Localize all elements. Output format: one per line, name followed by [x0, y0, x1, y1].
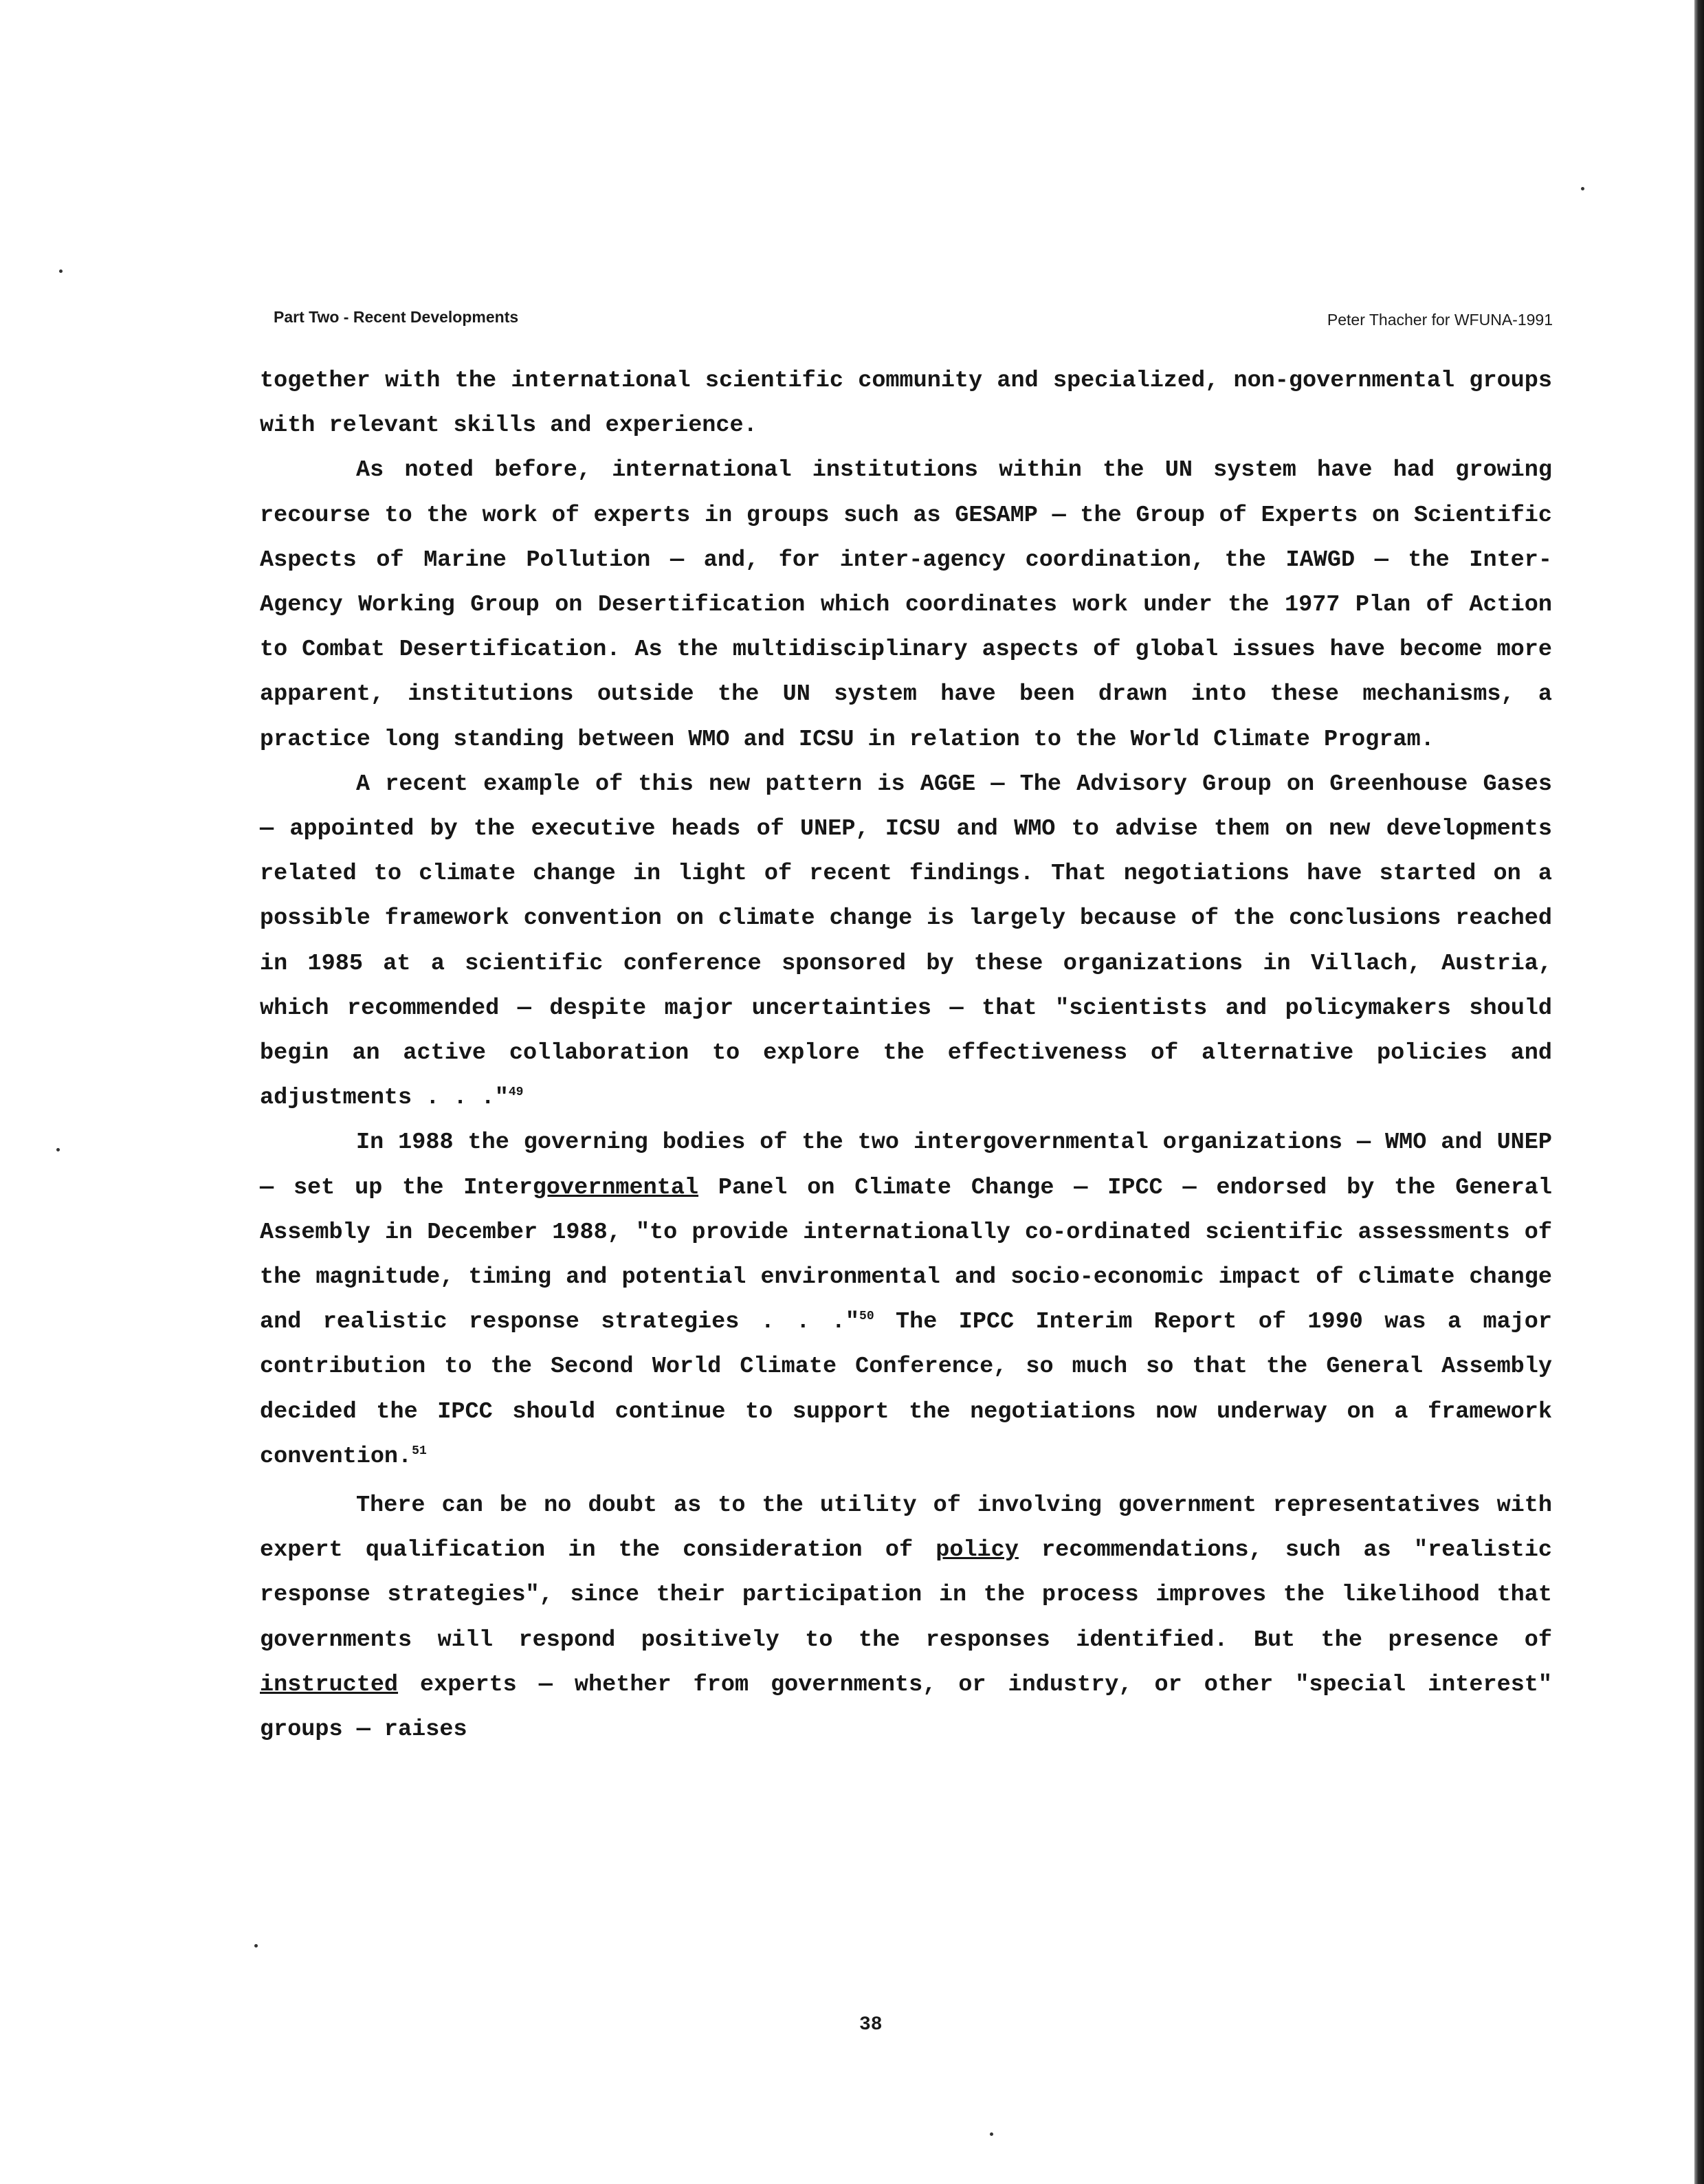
paragraph-4 — [260, 1121, 1552, 1479]
footnote-ref-51: 51 — [412, 1444, 427, 1458]
underlined-instructed: instructed — [260, 1671, 399, 1698]
paragraph-4-text-a: In 1988 the governing bodies of the two intergovernmental organizations — WMO and UNEP — set up the Inter — [260, 1129, 1552, 1201]
paragraph-5-text-c: experts — whether from governments, or industry, or other "special interest" groups — raises — [260, 1671, 1552, 1743]
scan-speck — [1581, 187, 1584, 190]
scan-speck — [990, 2132, 993, 2136]
scan-speck — [254, 1944, 258, 1948]
paragraph-1: together with the international scientific community and specialized, non-governmental groups with relevant skills and experience. — [260, 368, 1552, 439]
scan-speck — [59, 269, 63, 273]
underlined-governmental: governmental — [532, 1174, 699, 1201]
scan-edge-shadow — [1694, 0, 1704, 2184]
running-header-left: Part Two - Recent Developments — [274, 308, 519, 326]
scan-speck — [56, 1148, 60, 1151]
running-header-right: Peter Thacher for WFUNA-1991 — [1327, 311, 1553, 329]
paragraph-5-text-a: There can be no doubt as to the utility of involving government representatives with expert qualification in the consideration of — [260, 1492, 1552, 1564]
page-number: 38 — [859, 2014, 883, 2036]
paragraph-5 — [260, 1483, 1552, 1752]
paragraph-3 — [260, 762, 1552, 1121]
underlined-policy: policy — [936, 1537, 1019, 1564]
paragraph-2: As noted before, international institutions within the UN system have had growing recourse to the work of experts in groups such as GESAMP — the Group of Experts on Scientific Aspects of Marine Pollution — and, for inter-agency coordination, the IAWGD — the Inter-Agency Working Group on Desertification which coordinates work under the 1977 Plan of Action to Combat Desertification. As the multidisciplinary aspects of global issues have become more apparent, institutions outside the UN system have been drawn into these mechanisms, a practice long standing between WMO and ICSU in relation to the World Climate Program. — [260, 457, 1552, 753]
paragraph-3-text: A recent example of this new pattern is AGGE — The Advisory Group on Greenhouse Gases — appointed by the executive heads of UNEP, ICSU and WMO to advise them on new developments related to climate change in light of recent findings. That negotiations have started on a possible framework convention on climate change is largely because of the conclusions reached in 1985 at a scientific conference sponsored by these organizations in Villach, Austria, which recommended — despite major uncertainties — that "scientists and policymakers should begin an active collaboration to explore the effectiveness of alternative policies and adjustments . . ." — [260, 771, 1552, 1112]
footnote-ref-50: 50 — [859, 1310, 874, 1324]
body-text — [260, 359, 1552, 1752]
paragraph-4-text-b: Panel on Climate Change — IPCC — endorsed by the General Assembly in December 1988, "to provide internationally co-ordinated scientific assessments of the magnitude, timing and potential environmental and socio-economic impact of climate change and realistic response strategies . . ." — [260, 1174, 1552, 1336]
paragraph-5-text-b: recommendations, such as "realistic response strategies", since their participation in the process improves the likelihood that governments will respond positively to the responses identified. But the presence of — [260, 1537, 1552, 1653]
footnote-ref-49: 49 — [508, 1085, 524, 1100]
paragraph-4-text-c: The IPCC Interim Report of 1990 was a major contribution to the Second World Climate Conference, so much so that the General Assembly decided the IPCC should continue to support the negotiations now underway on a framework convention. — [260, 1309, 1552, 1470]
